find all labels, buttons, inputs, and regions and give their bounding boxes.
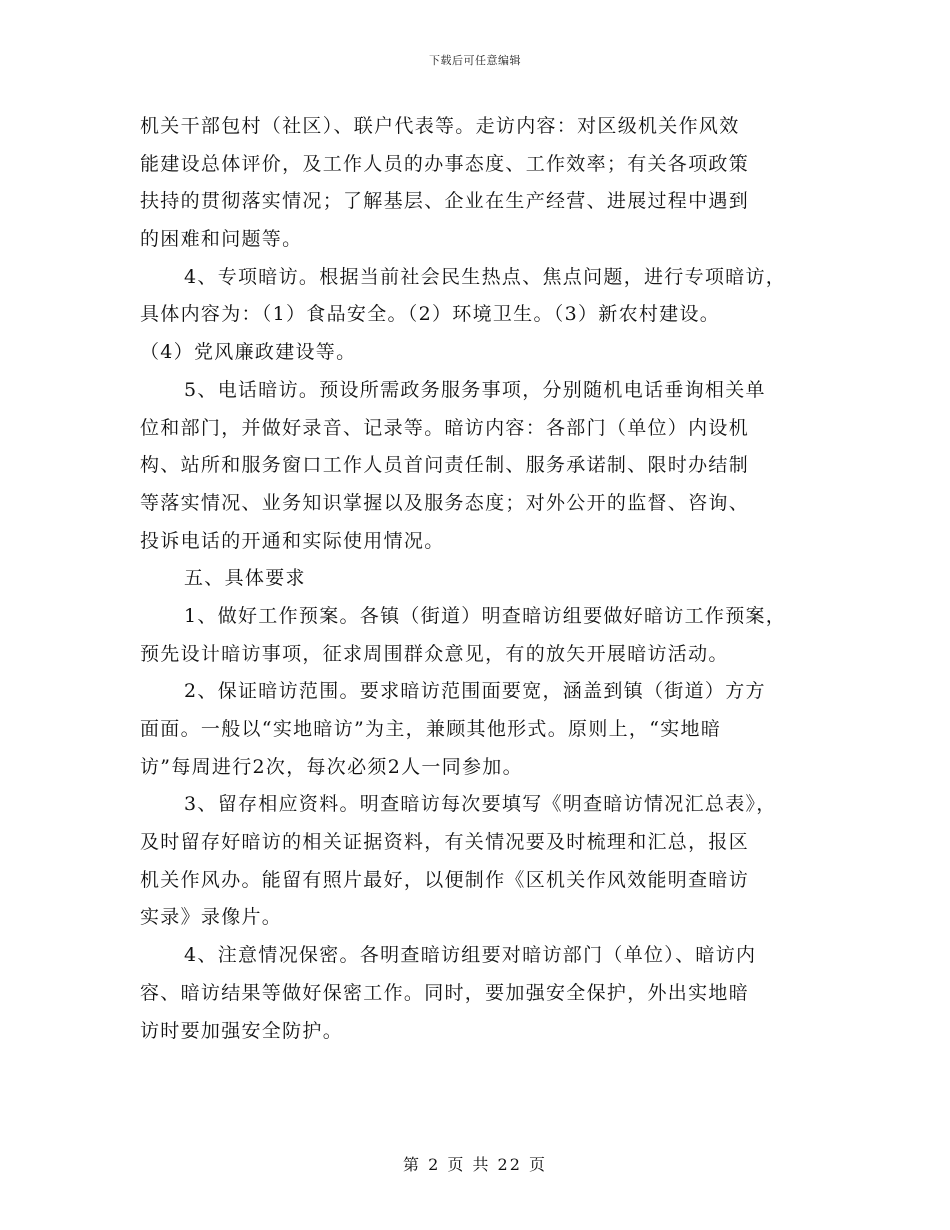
body-line: 4、注意情况保密。各明查暗访组要对暗访部门（单位）、暗访内 <box>184 944 757 967</box>
body-line: 4、专项暗访。根据当前社会民生热点、焦点问题，进行专项暗访， <box>184 265 787 288</box>
body-line: 实录》录像片。 <box>140 906 283 929</box>
body-line: 预先设计暗访事项，征求周围群众意见，有的放矢开展暗访活动。 <box>140 642 729 665</box>
body-line: 扶持的贯彻落实情况；了解基层、企业在生产经营、进展过程中遇到 <box>140 190 750 213</box>
body-line: 1、做好工作预案。各镇（街道）明查暗访组要做好暗访工作预案， <box>184 604 787 627</box>
body-line: 位和部门，并做好录音、记录等。暗访内容：各部门（单位）内设机 <box>140 416 750 439</box>
body-line: 等落实情况、业务知识掌握以及服务态度；对外公开的监督、咨询、 <box>140 491 750 514</box>
body-line: 5、电话暗访。预设所需政务服务事项，分别随机电话垂询相关单 <box>184 378 766 401</box>
body-line: 容、暗访结果等做好保密工作。同时，要加强安全保护，外出实地暗 <box>140 981 750 1004</box>
section-heading: 五、具体要求 <box>184 567 306 590</box>
body-line: 及时留存好暗访的相关证据资料，有关情况要及时梳理和汇总，报区 <box>140 831 750 854</box>
body-line: 机关干部包村（社区）、联户代表等。走访内容：对区级机关作风效 <box>140 115 740 137</box>
body-line: （4）党风廉政建设等。 <box>140 341 357 364</box>
body-line: 3、留存相应资料。明查暗访每次要填写《明查暗访情况汇总表》， <box>184 793 777 816</box>
page-header: 下载后可任意编辑 <box>429 54 521 67</box>
body-line: 机关作风办。能留有照片最好，以便制作《区机关作风效能明查暗访 <box>140 868 750 891</box>
body-line: 访时要加强安全防护。 <box>140 1019 344 1042</box>
body-line: 访”每周进行2次，每次必须2人一同参加。 <box>140 755 523 778</box>
body-line: 构、站所和服务窗口工作人员首问责任制、服务承诺制、限时办结制 <box>140 454 750 477</box>
page-number: 第 2 页 共 22 页 <box>403 1155 547 1174</box>
body-line: 能建设总体评价，及工作人员的办事态度、工作效率；有关各项政策 <box>140 152 750 175</box>
body-line: 具体内容为：（1）食品安全。（2）环境卫生。（3）新农村建设。 <box>140 303 721 326</box>
document-body <box>140 108 810 1050</box>
body-line: 面面。一般以“实地暗访”为主，兼顾其他形式。原则上，“实地暗 <box>140 718 722 740</box>
body-line: 投诉电话的开通和实际使用情况。 <box>140 529 445 552</box>
body-line: 2、保证暗访范围。要求暗访范围面要宽，涵盖到镇（街道）方方 <box>184 680 766 703</box>
body-line: 的困难和问题等。 <box>140 228 303 251</box>
